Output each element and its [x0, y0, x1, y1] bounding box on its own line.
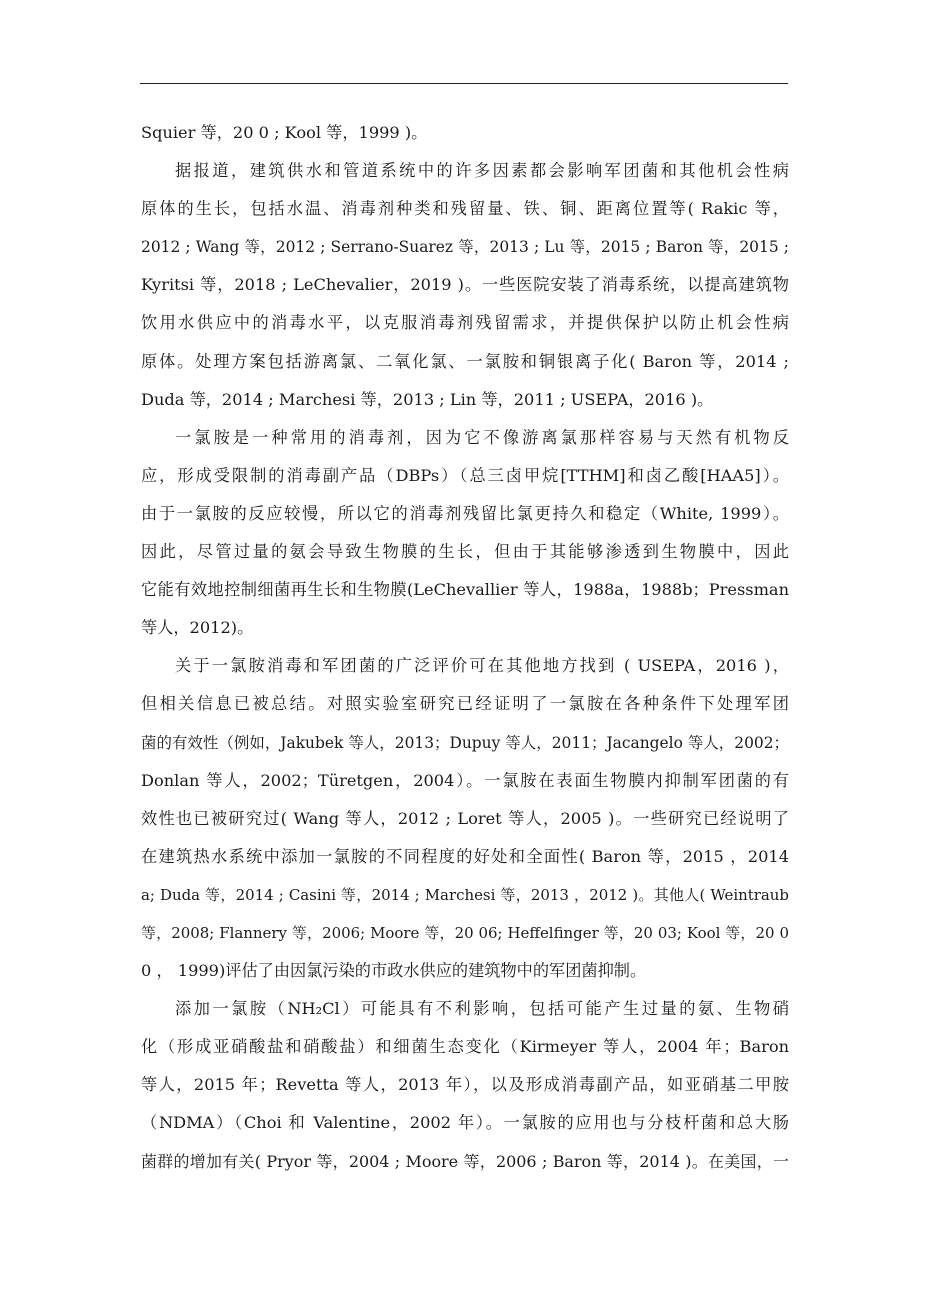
text-line: 效性也已被研究过( Wang 等人，2012 ; Loret 等人，2005 )。一些研究已经说明了 — [141, 808, 789, 828]
text-line: Kyritsi 等，2018 ; LeChevalier，2019 )。一些医院安装了消毒系统，以提高建筑物 — [141, 275, 789, 295]
text-line: 关于一氯胺消毒和军团菌的广泛评价可在其他地方找到 ( USEPA，2016 )， — [175, 656, 789, 676]
text-line: 菌的有效性（例如，Jakubek 等人，2013；Dupuy 等人，2011；Jacangelo 等人，2002； — [141, 733, 789, 752]
text-line: 但相关信息已被总结。对照实验室研究已经证明了一氯胺在各种条件下处理军团 — [141, 694, 789, 714]
text-line: 饮用水供应中的消毒水平，以克服消毒剂残留需求，并提供保护以防止机会性病 — [141, 313, 789, 333]
text-line: 在建筑热水系统中添加一氯胺的不同程度的好处和全面性( Baron 等，2015 ，2014 — [141, 846, 789, 866]
text-line: 应，形成受限制的消毒副产品（DBPs）（总三卤甲烷[TTHM]和卤乙酸[HAA5]）。 — [141, 465, 789, 485]
text-line: Duda 等，2014 ; Marchesi 等，2013 ; Lin 等，2011 ; USEPA，2016 )。 — [141, 389, 714, 409]
text-line: （NDMA）（Choi 和 Valentine，2002 年）。一氯胺的应用也与分枝杆菌和总大肠 — [141, 1113, 789, 1133]
text-line: 它能有效地控制细菌再生长和生物膜(LeChevallier 等人，1988a，1988b；Pressman — [141, 580, 789, 600]
text-line: 添加一氯胺（NH₂Cl）可能具有不利影响，包括可能产生过量的氨、生物硝 — [175, 999, 789, 1019]
body-text — [141, 114, 789, 1181]
text-line: 由于一氯胺的反应较慢，所以它的消毒剂残留比氯更持久和稳定（White, 1999）。 — [141, 503, 789, 523]
text-line: Squier 等，20 0 ; Kool 等，1999 )。 — [141, 123, 428, 142]
text-line: 等人，2015 年；Revetta 等人，2013 年），以及形成消毒副产品，如亚硝基二甲胺 — [141, 1075, 789, 1095]
text-line: 因此，尽管过量的氨会导致生物膜的生长，但由于其能够渗透到生物膜中，因此 — [141, 542, 789, 562]
text-line: a; Duda 等，2014 ; Casini 等，2014 ; Marchesi 等，2013 ，2012 )。其他人( Weintraub — [141, 885, 789, 904]
text-line: 2012 ; Wang 等，2012 ; Serrano-Suarez 等，2013 ; Lu 等，2015 ; Baron 等，2015 ; — [141, 238, 789, 257]
header-rule — [140, 83, 788, 84]
text-line: 原体的生长，包括水温、消毒剂种类和残留量、铁、铜、距离位置等( Rakic 等， — [141, 199, 789, 219]
text-line: Donlan 等人，2002；Türetgen，2004）。一氯胺在表面生物膜内抑制军团菌的有 — [141, 770, 789, 790]
text-line: 化（形成亚硝酸盐和硝酸盐）和细菌生态变化（Kirmeyer 等人，2004 年；Baron — [141, 1037, 789, 1057]
text-line: 等人，2012)。 — [141, 618, 254, 638]
text-line: 0 ， 1999)评估了由因氯污染的市政水供应的建筑物中的军团菌抑制。 — [141, 961, 647, 981]
text-line: 原体。处理方案包括游离氯、二氧化氯、一氯胺和铜银离子化( Baron 等，2014 ; — [141, 351, 789, 371]
text-line: 据报道，建筑供水和管道系统中的许多因素都会影响军团菌和其他机会性病 — [175, 161, 789, 181]
text-line: 菌群的增加有关( Pryor 等，2004 ; Moore 等，2006 ; Baron 等，2014 )。在美国，一 — [141, 1151, 789, 1171]
text-line: 一氯胺是一种常用的消毒剂，因为它不像游离氯那样容易与天然有机物反 — [175, 427, 789, 447]
text-line: 等，2008; Flannery 等，2006; Moore 等，20 06; Heffelfinger 等，20 03; Kool 等，20 0 — [141, 923, 789, 942]
